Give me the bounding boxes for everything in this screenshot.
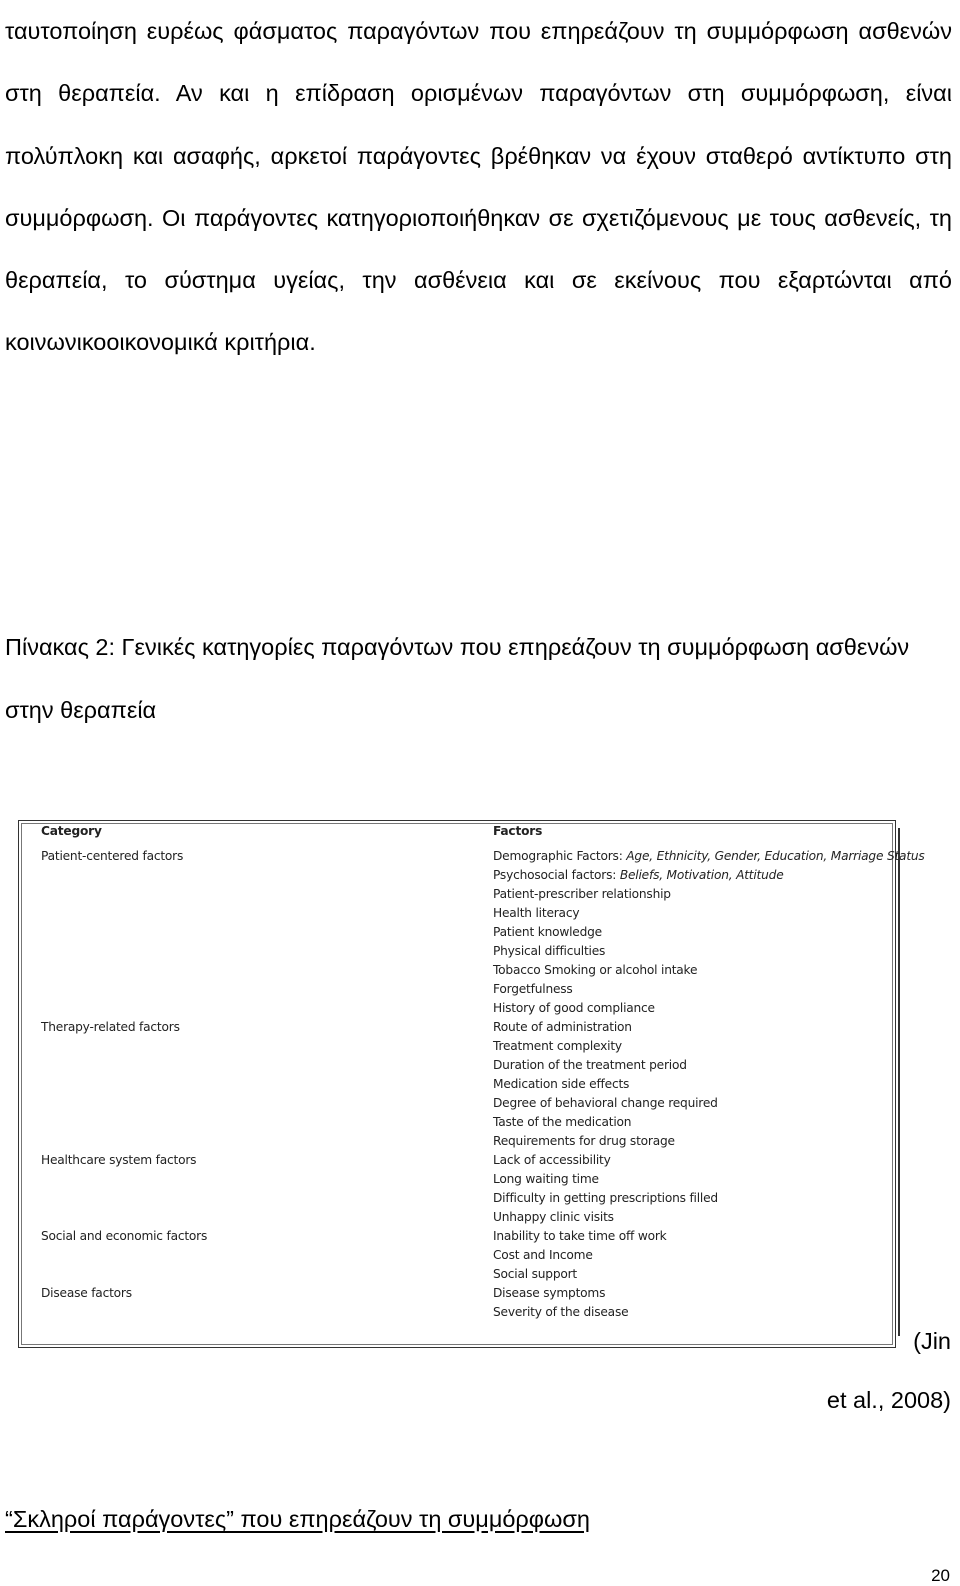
table-factor [493, 868, 784, 882]
section-heading: “Σκληροί παράγοντες” που επηρεάζουν τη συμμόρφωση [5, 1506, 590, 1532]
table-caption: Πίνακας 2: Γενικές κατηγορίες παραγόντων που επηρεάζουν τη συμμόρφωση ασθενών στην θεραπεία [5, 634, 910, 723]
table-category: Social and economic factors [41, 1229, 208, 1243]
table-category: Healthcare system factors [41, 1153, 197, 1167]
table-factor: Requirements for drug storage [493, 1134, 675, 1148]
table-category: Disease factors [41, 1286, 132, 1300]
table-factor: Duration of the treatment period [493, 1058, 687, 1072]
table-header-factors: Factors [493, 824, 543, 838]
table-category: Patient-centered factors [41, 849, 184, 863]
table-factor: Route of administration [493, 1020, 632, 1034]
factor-values: Age, Ethnicity, Gender, Education, Marriage Status [626, 849, 925, 863]
table-factor: Severity of the disease [493, 1305, 629, 1319]
factors-table [18, 820, 896, 1348]
table-factor: Treatment complexity [493, 1039, 622, 1053]
table-inner-border [21, 823, 893, 1345]
table-factor: History of good compliance [493, 1001, 655, 1015]
table-factor: Medication side effects [493, 1077, 630, 1091]
table-factor: Disease symptoms [493, 1286, 606, 1300]
table-factor: Forgetfulness [493, 982, 573, 996]
table-category: Therapy-related factors [41, 1020, 180, 1034]
table-factor [493, 849, 925, 863]
factor-label: Demographic Factors: [493, 849, 627, 863]
table-factor: Inability to take time off work [493, 1229, 667, 1243]
table-factor: Taste of the medication [493, 1115, 632, 1129]
table-header-category: Category [41, 824, 102, 838]
body-paragraph: ταυτοποίηση ευρέως φάσματος παραγόντων που επηρεάζουν τη συμμόρφωση ασθενών στη θεραπεία. Αν και η επίδραση ορισμένων παραγόντων στη συμμόρφωση, είναι πολύπλοκη και ασαφής, αρκετοί παράγοντες βρέθηκαν να έχουν σταθερό αντίκτυπο στη συμμόρφωση. Οι παράγοντες κατηγοριοποιήθηκαν σε σχετιζόμενους με τους ασθενείς, τη θεραπεία, το σύστημα υγείας, την ασθένεια και σε εκείνους που εξαρτώνται από κοινωνικοοικονομικά κριτήρια. [5, 18, 952, 356]
citation: (Jin [913, 1328, 951, 1354]
table-factor: Patient-prescriber relationship [493, 887, 671, 901]
table-factor: Cost and Income [493, 1248, 593, 1262]
table-factor: Unhappy clinic visits [493, 1210, 614, 1224]
table-factor: Tobacco Smoking or alcohol intake [493, 963, 698, 977]
table-factor: Difficulty in getting prescriptions filled [493, 1191, 718, 1205]
factor-values: Beliefs, Motivation, Attitude [619, 868, 784, 882]
factor-label: Psychosocial factors: [493, 868, 620, 882]
table-factor: Degree of behavioral change required [493, 1096, 718, 1110]
table-factor: Lack of accessibility [493, 1153, 611, 1167]
page-number: 20 [931, 1566, 950, 1585]
citation: et al., 2008) [826, 1387, 951, 1413]
table-factor: Health literacy [493, 906, 580, 920]
table-factor: Social support [493, 1267, 578, 1281]
table-factor: Patient knowledge [493, 925, 602, 939]
table-frame-edge [898, 828, 900, 1336]
table-factor: Physical difficulties [493, 944, 606, 958]
table-factor: Long waiting time [493, 1172, 599, 1186]
